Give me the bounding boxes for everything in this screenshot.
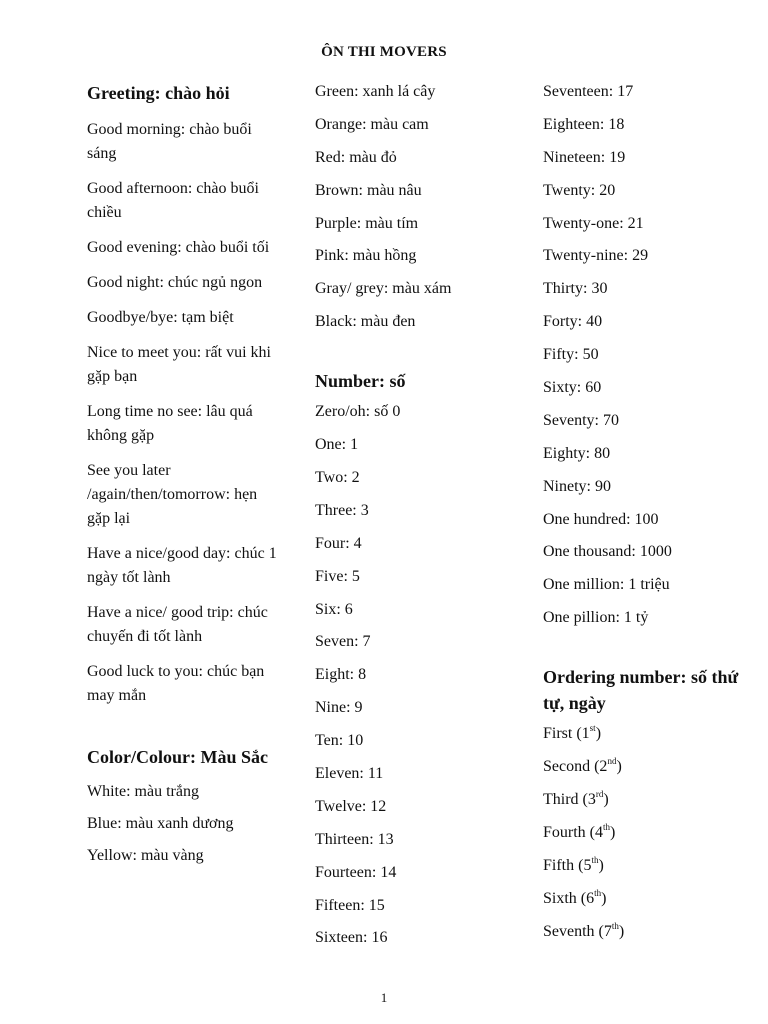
number-item: Sixty: 60 [543, 379, 602, 397]
number-item: Nine: 9 [315, 699, 363, 717]
greeting-item: Good luck to you: chúc bạn may mắn [87, 663, 265, 704]
number-item: Five: 5 [315, 567, 360, 585]
page-number: 1 [380, 990, 388, 1005]
ordinal-item: First (1st) [543, 723, 602, 743]
number-item: One pillion: 1 tỷ [543, 609, 649, 627]
number-item: One million: 1 triệu [543, 576, 670, 594]
column-numbers-ordinals [543, 80, 743, 952]
greeting-heading: Greeting: chào hỏi [87, 83, 230, 103]
ordering-heading: Ordering number: số thứ tự, ngày [543, 667, 739, 714]
number-item: Three: 3 [315, 501, 369, 519]
ordinal-item: Second (2nd) [543, 756, 622, 776]
greeting-item: Long time no see: lâu quá không gặp [87, 403, 253, 444]
number-item: Seven: 7 [315, 633, 371, 651]
color-item: Black: màu đen [315, 313, 416, 331]
number-item: Fifteen: 15 [315, 896, 385, 914]
color-item: Purple: màu tím [315, 214, 419, 232]
color-item: Yellow: màu vàng [87, 847, 204, 864]
greeting-item: Have a nice/ good trip: chúc chuyến đi tốt lành [87, 604, 268, 645]
number-item: One thousand: 1000 [543, 543, 672, 561]
color-item: Green: xanh lá cây [315, 83, 436, 100]
number-item: Twenty: 20 [543, 181, 616, 199]
greeting-item: Good evening: chào buổi tối [87, 239, 270, 256]
number-item: Two: 2 [315, 469, 360, 487]
column-colors-numbers [315, 80, 515, 959]
number-item: One: 1 [315, 436, 359, 454]
number-item: Four: 4 [315, 534, 362, 552]
number-item: Eighty: 80 [543, 444, 611, 462]
greeting-item: Good afternoon: chào buổi chiều [87, 180, 259, 221]
number-item: Eight: 8 [315, 666, 367, 684]
ordinal-item: Seventh (7th) [543, 920, 625, 940]
number-item: Fourteen: 14 [315, 863, 397, 881]
number-item: Zero/oh: số 0 [315, 403, 401, 421]
column-greetings [87, 80, 282, 876]
greeting-item: See you later /again/then/tomorrow: hẹn gặp lại [87, 462, 258, 527]
color-heading: Color/Colour: Màu Sắc [87, 747, 268, 767]
number-item: Twenty-one: 21 [543, 214, 644, 232]
number-item: Ten: 10 [315, 732, 364, 750]
greeting-item: Good night: chúc ngủ ngon [87, 274, 263, 291]
number-item: Fifty: 50 [543, 346, 599, 364]
color-item: Orange: màu cam [315, 115, 429, 133]
greeting-item: Good morning: chào buổi sáng [87, 121, 252, 162]
number-item: Six: 6 [315, 600, 353, 618]
greeting-item: Nice to meet you: rất vui khi gặp bạn [87, 344, 271, 385]
number-item: Forty: 40 [543, 313, 603, 331]
number-heading: Number: số [315, 371, 406, 392]
number-item: Seventeen: 17 [543, 83, 634, 100]
number-item: Thirty: 30 [543, 280, 608, 298]
number-item: Sixteen: 16 [315, 929, 388, 947]
number-item: Seventy: 70 [543, 411, 619, 429]
number-item: Nineteen: 19 [543, 148, 626, 166]
greeting-item: Goodbye/bye: tạm biệt [87, 309, 234, 326]
color-item: White: màu trắng [87, 783, 199, 800]
number-item: One hundred: 100 [543, 510, 659, 528]
color-item: Blue: màu xanh dương [87, 815, 234, 832]
ordinal-item: Sixth (6th) [543, 887, 607, 907]
color-item: Gray/ grey: màu xám [315, 280, 452, 298]
greeting-item: Have a nice/good day: chúc 1 ngày tốt lành [87, 545, 277, 586]
ordinal-item: Fifth (5th) [543, 854, 604, 874]
page-title: ÔN THI MOVERS [321, 44, 447, 60]
number-item: Eleven: 11 [315, 765, 384, 783]
ordinal-item: Third (3rd) [543, 789, 609, 809]
color-item: Pink: màu hồng [315, 247, 417, 265]
number-item: Ninety: 90 [543, 477, 611, 495]
ordinal-item: Fourth (4th) [543, 821, 616, 841]
color-item: Red: màu đỏ [315, 148, 397, 166]
number-item: Twenty-nine: 29 [543, 247, 649, 265]
color-item: Brown: màu nâu [315, 181, 422, 199]
number-item: Twelve: 12 [315, 797, 387, 815]
number-item: Thirteen: 13 [315, 830, 394, 848]
number-item: Eighteen: 18 [543, 115, 625, 133]
